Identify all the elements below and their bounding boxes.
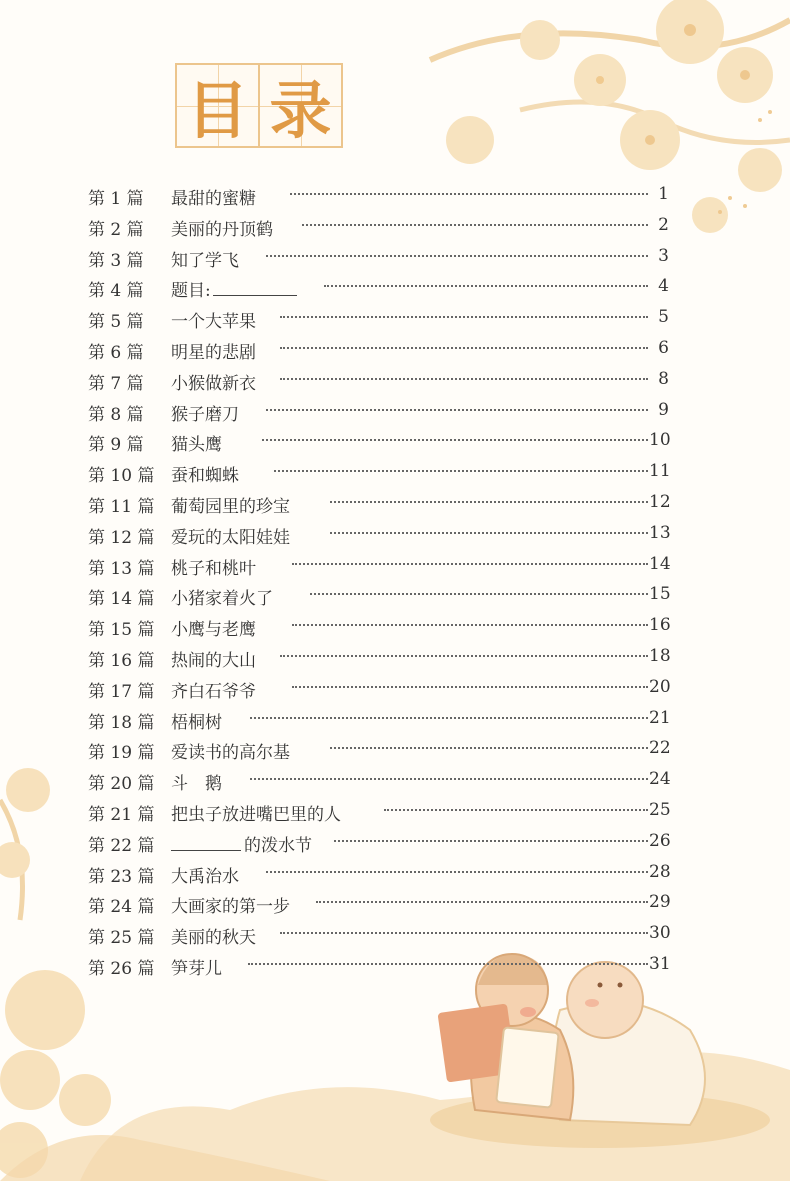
toc-entry-number: 第 7 篇 xyxy=(88,373,144,394)
toc-entry[interactable] xyxy=(88,643,671,674)
toc-leader-dots xyxy=(292,563,648,565)
toc-entry-title: 知了学飞 xyxy=(171,250,239,271)
toc-entry-number: 第 20 篇 xyxy=(88,774,155,795)
table-of-contents xyxy=(88,181,671,982)
toc-entry[interactable] xyxy=(88,951,671,982)
toc-entry-title: 桃子和桃叶 xyxy=(171,558,256,579)
children-reading-illustration xyxy=(430,954,770,1148)
toc-entry[interactable] xyxy=(88,427,671,458)
toc-entry-page: 24 xyxy=(649,769,671,790)
toc-entry-page: 20 xyxy=(649,676,671,697)
toc-entry-title: 题目: xyxy=(171,281,211,302)
toc-entry-number: 第 18 篇 xyxy=(88,712,155,733)
toc-entry-title: 小猴做新衣 xyxy=(171,373,256,394)
toc-entry[interactable] xyxy=(88,766,671,797)
toc-entry-number: 第 26 篇 xyxy=(88,958,155,979)
toc-entry-title: 蚕和蜘蛛 xyxy=(171,466,239,487)
toc-entry[interactable] xyxy=(88,551,671,582)
toc-entry-title: 最甜的蜜糖 xyxy=(171,189,256,209)
toc-entry-number: 第 22 篇 xyxy=(88,835,155,856)
toc-entry-page: 30 xyxy=(649,923,671,944)
toc-leader-dots xyxy=(250,717,648,719)
toc-entry-title: 美丽的丹顶鹤 xyxy=(171,219,273,240)
toc-leader-dots xyxy=(302,224,648,226)
toc-entry-number: 第 2 篇 xyxy=(88,219,144,240)
toc-leader-dots xyxy=(310,593,648,595)
toc-entry-title: 小鹰与老鹰 xyxy=(171,620,256,641)
toc-leader-dots xyxy=(280,378,648,380)
toc-entry-number: 第 23 篇 xyxy=(88,866,155,887)
title-char-mu: 目 xyxy=(186,74,249,147)
toc-entry[interactable] xyxy=(88,304,668,335)
toc-leader-dots xyxy=(280,932,648,934)
title-char-box-2 xyxy=(258,63,343,148)
toc-entry-page: 5 xyxy=(658,307,669,328)
toc-entry-page: 3 xyxy=(658,245,669,266)
toc-entry[interactable] xyxy=(88,581,671,612)
toc-entry-page: 31 xyxy=(649,953,671,974)
toc-entry-number: 第 14 篇 xyxy=(88,589,155,610)
toc-entry-number: 第 6 篇 xyxy=(88,342,144,363)
title-char-lu: 录 xyxy=(269,74,332,147)
toc-leader-dots xyxy=(248,963,648,965)
toc-entry-title: 爱读书的高尔基 xyxy=(171,743,290,764)
toc-entry-page: 8 xyxy=(658,368,669,389)
toc-entry-page: 29 xyxy=(649,892,671,913)
toc-entry-title: 一个大苹果 xyxy=(171,312,256,333)
toc-entry-page: 4 xyxy=(658,276,669,297)
toc-entry-page: 28 xyxy=(649,861,671,882)
toc-entry-title: 猴子磨刀 xyxy=(171,404,239,425)
toc-entry-number: 第 19 篇 xyxy=(88,743,155,764)
toc-entry-page: 22 xyxy=(649,738,671,759)
toc-entry-number: 第 8 篇 xyxy=(88,404,144,425)
toc-entry[interactable] xyxy=(88,397,668,428)
toc-entry-title: 葡萄园里的珍宝 xyxy=(171,496,290,517)
toc-entry-number: 第 11 篇 xyxy=(88,496,155,517)
toc-entry-title: 热闹的大山 xyxy=(171,650,256,671)
toc-entry-page: 1 xyxy=(658,184,669,204)
toc-entry-title-with-blank xyxy=(171,276,297,301)
toc-entry-title: 大画家的第一步 xyxy=(171,897,290,918)
toc-entry[interactable] xyxy=(88,366,668,397)
toc-entry-number: 第 17 篇 xyxy=(88,681,155,702)
toc-leader-dots xyxy=(316,901,648,903)
toc-entry-page: 26 xyxy=(649,830,671,851)
blank-underline xyxy=(213,294,297,296)
toc-entry-number: 第 5 篇 xyxy=(88,312,144,333)
toc-entry-title-with-blank xyxy=(171,831,312,856)
toc-leader-dots xyxy=(280,655,648,657)
toc-entry[interactable] xyxy=(88,181,668,212)
toc-entry-page: 25 xyxy=(649,799,671,820)
toc-entry[interactable] xyxy=(88,273,668,304)
toc-leader-dots xyxy=(280,316,648,318)
toc-leader-dots xyxy=(330,532,648,534)
toc-entry-number: 第 1 篇 xyxy=(88,189,144,209)
toc-leader-dots xyxy=(334,840,648,842)
toc-entry-number: 第 4 篇 xyxy=(88,281,144,302)
toc-entry-title: 齐白石爷爷 xyxy=(171,681,256,702)
toc-leader-dots xyxy=(266,409,648,411)
toc-entry[interactable] xyxy=(88,828,671,859)
toc-entry-page: 16 xyxy=(649,615,671,636)
toc-entry-number: 第 13 篇 xyxy=(88,558,155,579)
toc-entry[interactable] xyxy=(88,212,668,243)
toc-entry-number: 第 21 篇 xyxy=(88,804,155,825)
toc-entry-page: 6 xyxy=(658,337,669,358)
toc-entry-title: 大禹治水 xyxy=(171,866,239,887)
toc-entry-page: 14 xyxy=(649,553,671,574)
toc-entry-title: 猫头鹰 xyxy=(171,435,222,456)
toc-entry-title: 小猪家着火了 xyxy=(171,589,273,610)
title-char-box-1 xyxy=(175,63,260,148)
toc-entry[interactable] xyxy=(88,705,671,736)
toc-entry-number: 第 12 篇 xyxy=(88,527,155,548)
toc-leader-dots xyxy=(266,871,648,873)
toc-entry-number: 第 15 篇 xyxy=(88,620,155,641)
toc-entry-number: 第 16 篇 xyxy=(88,650,155,671)
toc-entry-title: 把虫子放进嘴巴里的人 xyxy=(171,804,341,825)
toc-entry-title: 笋芽儿 xyxy=(171,958,222,979)
toc-entry[interactable] xyxy=(88,735,671,766)
toc-entry-page: 2 xyxy=(658,214,669,235)
toc-entry[interactable] xyxy=(88,612,671,643)
toc-leader-dots xyxy=(280,347,648,349)
toc-entry-title: 美丽的秋天 xyxy=(171,928,256,949)
toc-leader-dots xyxy=(290,193,648,195)
toc-leader-dots xyxy=(292,624,648,626)
toc-entry-number: 第 9 篇 xyxy=(88,435,144,456)
toc-leader-dots xyxy=(324,285,648,287)
toc-leader-dots xyxy=(330,747,648,749)
toc-entry[interactable] xyxy=(88,489,671,520)
toc-entry[interactable] xyxy=(88,243,668,274)
toc-entry-number: 第 24 篇 xyxy=(88,897,155,918)
blank-underline xyxy=(171,849,241,851)
toc-entry-title: 梧桐树 xyxy=(171,712,222,733)
toc-entry-number: 第 25 篇 xyxy=(88,928,155,949)
toc-entry-title: 爱玩的太阳娃娃 xyxy=(171,527,290,548)
toc-entry[interactable] xyxy=(88,889,671,920)
toc-leader-dots xyxy=(266,255,648,257)
toc-leader-dots xyxy=(274,470,648,472)
toc-leader-dots xyxy=(292,686,648,688)
toc-entry[interactable] xyxy=(88,920,671,951)
toc-leader-dots xyxy=(330,501,648,503)
toc-entry-title: 明星的悲剧 xyxy=(171,342,256,363)
toc-entry-page: 12 xyxy=(649,491,671,512)
toc-entry[interactable] xyxy=(88,674,671,705)
toc-entry-number: 第 3 篇 xyxy=(88,250,144,271)
toc-entry-title: 斗 鹅 xyxy=(171,774,222,795)
toc-leader-dots xyxy=(250,778,648,780)
toc-entry-page: 13 xyxy=(649,522,671,543)
toc-entry-page: 18 xyxy=(649,645,671,666)
toc-entry-page: 15 xyxy=(649,584,671,605)
toc-entry[interactable] xyxy=(88,859,671,890)
toc-entry-number: 第 10 篇 xyxy=(88,466,155,487)
toc-entry-title: 的泼水节 xyxy=(244,835,312,856)
toc-entry[interactable] xyxy=(88,520,671,551)
toc-entry[interactable] xyxy=(88,458,671,489)
toc-entry[interactable] xyxy=(88,335,668,366)
toc-leader-dots xyxy=(384,809,648,811)
toc-entry-page: 10 xyxy=(649,430,671,451)
toc-entry-page: 21 xyxy=(649,707,671,728)
toc-leader-dots xyxy=(262,439,648,441)
toc-entry[interactable] xyxy=(88,797,671,828)
toc-entry-page: 9 xyxy=(658,399,669,420)
toc-entry-page: 11 xyxy=(649,461,671,482)
